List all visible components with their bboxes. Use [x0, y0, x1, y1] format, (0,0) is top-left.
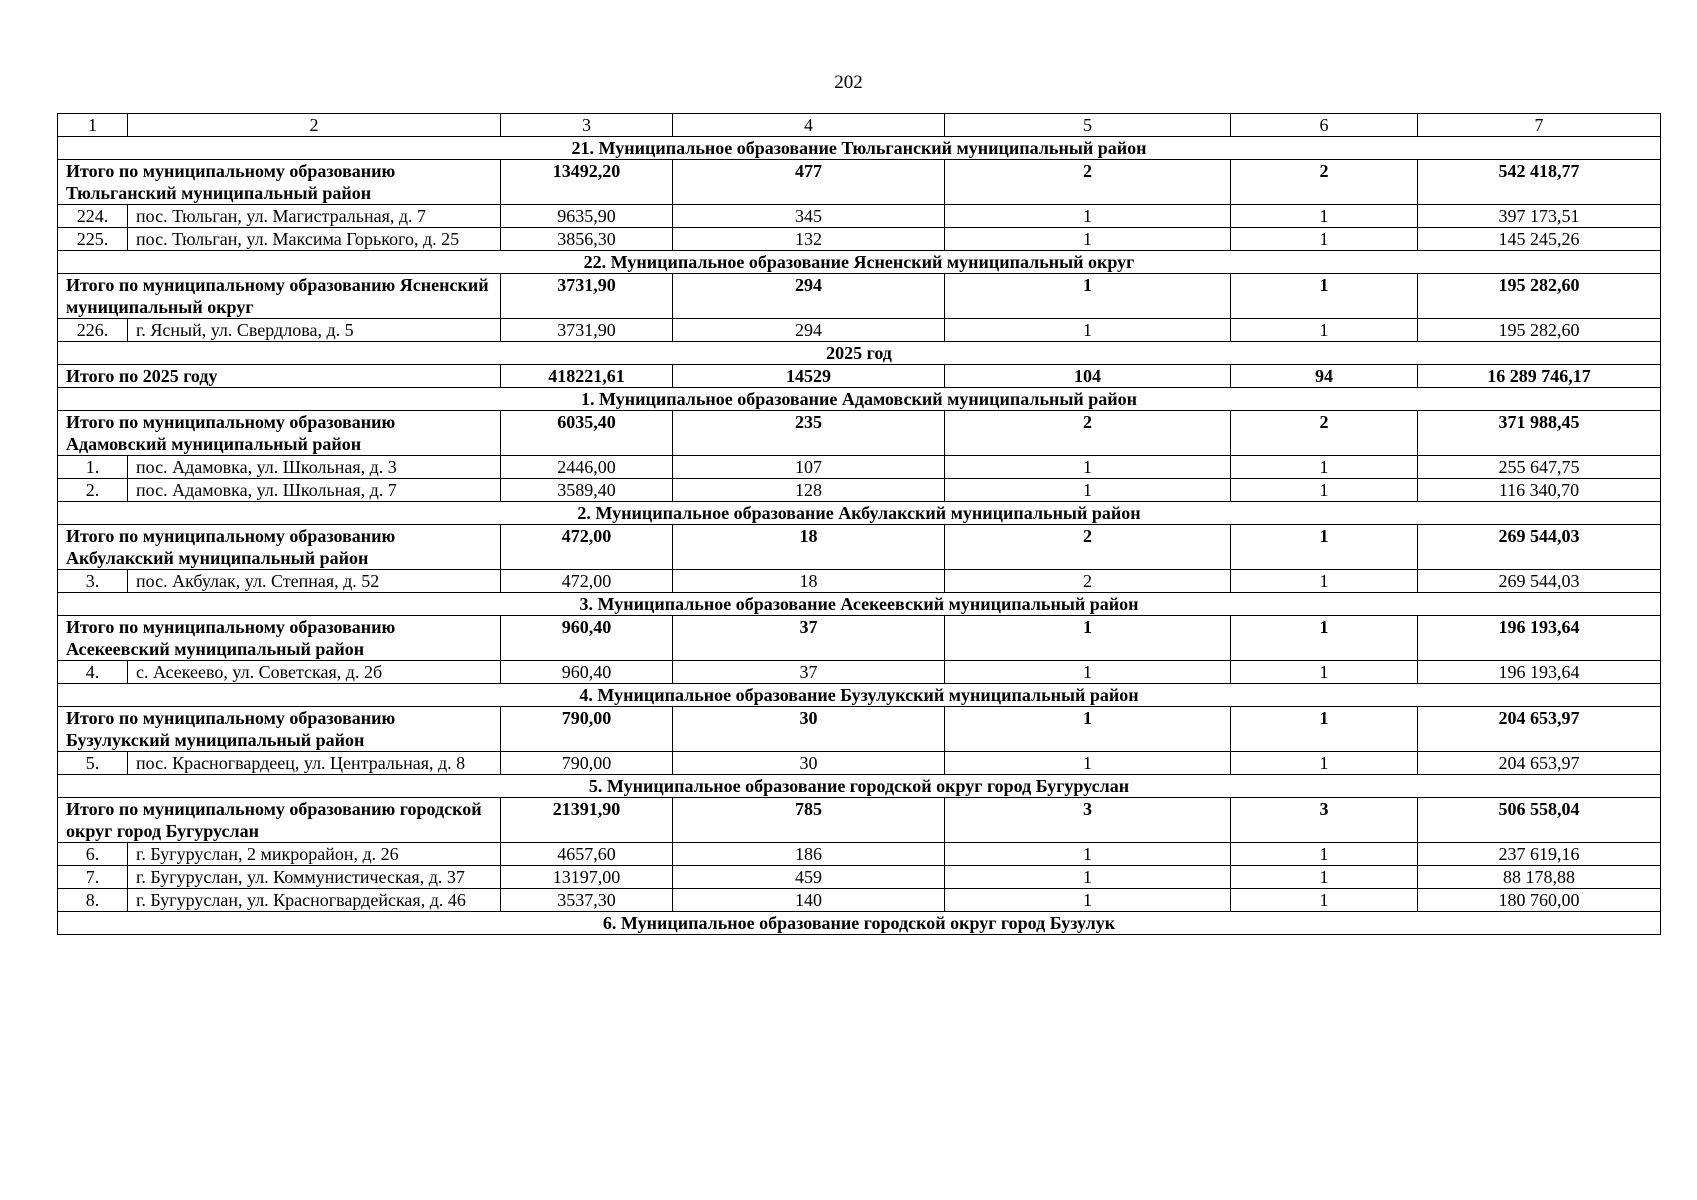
total-cost: 195 282,60 — [1418, 274, 1661, 319]
total-residents: 37 — [673, 616, 945, 661]
buildings: 1 — [945, 228, 1231, 251]
table-row — [58, 205, 1661, 228]
total-cost: 506 558,04 — [1418, 798, 1661, 843]
total-buildings: 104 — [945, 365, 1231, 388]
total-label: Итого по муниципальному образованию Тюльганский муниципальный район — [58, 160, 501, 205]
address: г. Бугуруслан, 2 микрорайон, д. 26 — [128, 843, 501, 866]
units: 1 — [1231, 228, 1418, 251]
total-label: Итого по муниципальному образованию Акбулакский муниципальный район — [58, 525, 501, 570]
row-number: 3. — [58, 570, 128, 593]
row-number: 224. — [58, 205, 128, 228]
total-area: 13492,20 — [501, 160, 673, 205]
cost: 237 619,16 — [1418, 843, 1661, 866]
area: 472,00 — [501, 570, 673, 593]
cost: 180 760,00 — [1418, 889, 1661, 912]
cost: 204 653,97 — [1418, 752, 1661, 775]
cost: 269 544,03 — [1418, 570, 1661, 593]
total-residents: 235 — [673, 411, 945, 456]
buildings: 1 — [945, 319, 1231, 342]
total-units: 3 — [1231, 798, 1418, 843]
buildings: 1 — [945, 456, 1231, 479]
residents: 30 — [673, 752, 945, 775]
total-buildings: 2 — [945, 525, 1231, 570]
total-buildings: 3 — [945, 798, 1231, 843]
page-number: 202 — [834, 72, 863, 93]
section-heading: 5. Муниципальное образование городской округ город Бугуруслан — [58, 775, 1661, 798]
total-units: 1 — [1231, 707, 1418, 752]
area: 3537,30 — [501, 889, 673, 912]
total-area: 6035,40 — [501, 411, 673, 456]
row-number: 5. — [58, 752, 128, 775]
table-row — [58, 456, 1661, 479]
cost: 255 647,75 — [1418, 456, 1661, 479]
total-row — [58, 160, 1661, 205]
total-row — [58, 411, 1661, 456]
residents: 345 — [673, 205, 945, 228]
column-number: 6 — [1231, 114, 1418, 137]
section-heading: 2. Муниципальное образование Акбулакский муниципальный район — [58, 502, 1661, 525]
table-row — [58, 570, 1661, 593]
residents: 140 — [673, 889, 945, 912]
section-heading: 1. Муниципальное образование Адамовский муниципальный район — [58, 388, 1661, 411]
total-units: 94 — [1231, 365, 1418, 388]
address: пос. Адамовка, ул. Школьная, д. 7 — [128, 479, 501, 502]
section-heading-row — [58, 912, 1661, 935]
total-cost: 542 418,77 — [1418, 160, 1661, 205]
residents: 128 — [673, 479, 945, 502]
row-number: 1. — [58, 456, 128, 479]
total-units: 1 — [1231, 616, 1418, 661]
units: 1 — [1231, 752, 1418, 775]
row-number: 226. — [58, 319, 128, 342]
units: 1 — [1231, 866, 1418, 889]
row-number: 7. — [58, 866, 128, 889]
total-cost: 196 193,64 — [1418, 616, 1661, 661]
total-label: Итого по муниципальному образованию Адамовский муниципальный район — [58, 411, 501, 456]
units: 1 — [1231, 843, 1418, 866]
table-row — [58, 228, 1661, 251]
table-row — [58, 319, 1661, 342]
buildings: 1 — [945, 752, 1231, 775]
total-cost: 371 988,45 — [1418, 411, 1661, 456]
document-table — [57, 113, 1661, 935]
table-row — [58, 661, 1661, 684]
cost: 195 282,60 — [1418, 319, 1661, 342]
total-row — [58, 365, 1661, 388]
total-buildings: 2 — [945, 160, 1231, 205]
area: 13197,00 — [501, 866, 673, 889]
total-row — [58, 525, 1661, 570]
buildings: 1 — [945, 661, 1231, 684]
area: 4657,60 — [501, 843, 673, 866]
table-row — [58, 889, 1661, 912]
cost: 397 173,51 — [1418, 205, 1661, 228]
total-buildings: 1 — [945, 707, 1231, 752]
total-row — [58, 274, 1661, 319]
address: пос. Тюльган, ул. Максима Горького, д. 25 — [128, 228, 501, 251]
area: 3856,30 — [501, 228, 673, 251]
residents: 18 — [673, 570, 945, 593]
residents: 294 — [673, 319, 945, 342]
row-number: 2. — [58, 479, 128, 502]
section-heading-row — [58, 251, 1661, 274]
cost: 196 193,64 — [1418, 661, 1661, 684]
total-label: Итого по муниципальному образованию Ясненский муниципальный округ — [58, 274, 501, 319]
total-residents: 785 — [673, 798, 945, 843]
table-row — [58, 479, 1661, 502]
total-row — [58, 798, 1661, 843]
section-heading-row — [58, 593, 1661, 616]
address: г. Бугуруслан, ул. Коммунистическая, д. 37 — [128, 866, 501, 889]
total-cost: 16 289 746,17 — [1418, 365, 1661, 388]
total-row — [58, 707, 1661, 752]
area: 3589,40 — [501, 479, 673, 502]
total-label: Итого по муниципальному образованию городской округ город Бугуруслан — [58, 798, 501, 843]
buildings: 1 — [945, 889, 1231, 912]
address: г. Ясный, ул. Свердлова, д. 5 — [128, 319, 501, 342]
total-units: 1 — [1231, 525, 1418, 570]
section-heading: 21. Муниципальное образование Тюльганский муниципальный район — [58, 137, 1661, 160]
units: 1 — [1231, 319, 1418, 342]
section-heading: 6. Муниципальное образование городской округ город Бузулук — [58, 912, 1661, 935]
row-number: 4. — [58, 661, 128, 684]
section-heading: 22. Муниципальное образование Ясненский муниципальный округ — [58, 251, 1661, 274]
column-number: 5 — [945, 114, 1231, 137]
area: 2446,00 — [501, 456, 673, 479]
section-heading-row — [58, 684, 1661, 707]
area: 960,40 — [501, 661, 673, 684]
total-residents: 294 — [673, 274, 945, 319]
units: 1 — [1231, 570, 1418, 593]
address: пос. Акбулак, ул. Степная, д. 52 — [128, 570, 501, 593]
buildings: 1 — [945, 866, 1231, 889]
total-area: 21391,90 — [501, 798, 673, 843]
row-number: 8. — [58, 889, 128, 912]
area: 9635,90 — [501, 205, 673, 228]
column-number: 2 — [128, 114, 501, 137]
total-cost: 269 544,03 — [1418, 525, 1661, 570]
total-cost: 204 653,97 — [1418, 707, 1661, 752]
cost: 88 178,88 — [1418, 866, 1661, 889]
total-buildings: 2 — [945, 411, 1231, 456]
column-number: 3 — [501, 114, 673, 137]
address: г. Бугуруслан, ул. Красногвардейская, д. 46 — [128, 889, 501, 912]
address: пос. Тюльган, ул. Магистральная, д. 7 — [128, 205, 501, 228]
residents: 132 — [673, 228, 945, 251]
section-heading: 4. Муниципальное образование Бузулукский муниципальный район — [58, 684, 1661, 707]
address: пос. Адамовка, ул. Школьная, д. 3 — [128, 456, 501, 479]
buildings: 1 — [945, 205, 1231, 228]
section-heading-row — [58, 502, 1661, 525]
total-buildings: 1 — [945, 274, 1231, 319]
total-area: 3731,90 — [501, 274, 673, 319]
total-residents: 30 — [673, 707, 945, 752]
total-units: 2 — [1231, 411, 1418, 456]
section-heading: 3. Муниципальное образование Асекеевский муниципальный район — [58, 593, 1661, 616]
units: 1 — [1231, 889, 1418, 912]
total-area: 960,40 — [501, 616, 673, 661]
units: 1 — [1231, 479, 1418, 502]
row-number: 225. — [58, 228, 128, 251]
buildings: 1 — [945, 843, 1231, 866]
total-label: Итого по муниципальному образованию Бузулукский муниципальный район — [58, 707, 501, 752]
total-residents: 14529 — [673, 365, 945, 388]
section-heading: 2025 год — [58, 342, 1661, 365]
total-area: 418221,61 — [501, 365, 673, 388]
column-number: 1 — [58, 114, 128, 137]
column-number-row — [58, 114, 1661, 137]
table-row — [58, 752, 1661, 775]
total-row — [58, 616, 1661, 661]
section-heading-row — [58, 342, 1661, 365]
total-units: 1 — [1231, 274, 1418, 319]
cost: 145 245,26 — [1418, 228, 1661, 251]
total-residents: 18 — [673, 525, 945, 570]
total-buildings: 1 — [945, 616, 1231, 661]
section-heading-row — [58, 775, 1661, 798]
units: 1 — [1231, 661, 1418, 684]
area: 790,00 — [501, 752, 673, 775]
units: 1 — [1231, 456, 1418, 479]
total-units: 2 — [1231, 160, 1418, 205]
buildings: 2 — [945, 570, 1231, 593]
section-heading-row — [58, 137, 1661, 160]
residents: 107 — [673, 456, 945, 479]
residents: 459 — [673, 866, 945, 889]
total-area: 790,00 — [501, 707, 673, 752]
area: 3731,90 — [501, 319, 673, 342]
residents: 186 — [673, 843, 945, 866]
units: 1 — [1231, 205, 1418, 228]
residents: 37 — [673, 661, 945, 684]
cost: 116 340,70 — [1418, 479, 1661, 502]
buildings: 1 — [945, 479, 1231, 502]
column-number: 7 — [1418, 114, 1661, 137]
row-number: 6. — [58, 843, 128, 866]
total-label: Итого по муниципальному образованию Асекеевский муниципальный район — [58, 616, 501, 661]
total-residents: 477 — [673, 160, 945, 205]
table-row — [58, 866, 1661, 889]
address: с. Асекеево, ул. Советская, д. 2б — [128, 661, 501, 684]
column-number: 4 — [673, 114, 945, 137]
section-heading-row — [58, 388, 1661, 411]
address: пос. Красногвардеец, ул. Центральная, д. 8 — [128, 752, 501, 775]
total-label: Итого по 2025 году — [58, 365, 501, 388]
table-row — [58, 843, 1661, 866]
total-area: 472,00 — [501, 525, 673, 570]
